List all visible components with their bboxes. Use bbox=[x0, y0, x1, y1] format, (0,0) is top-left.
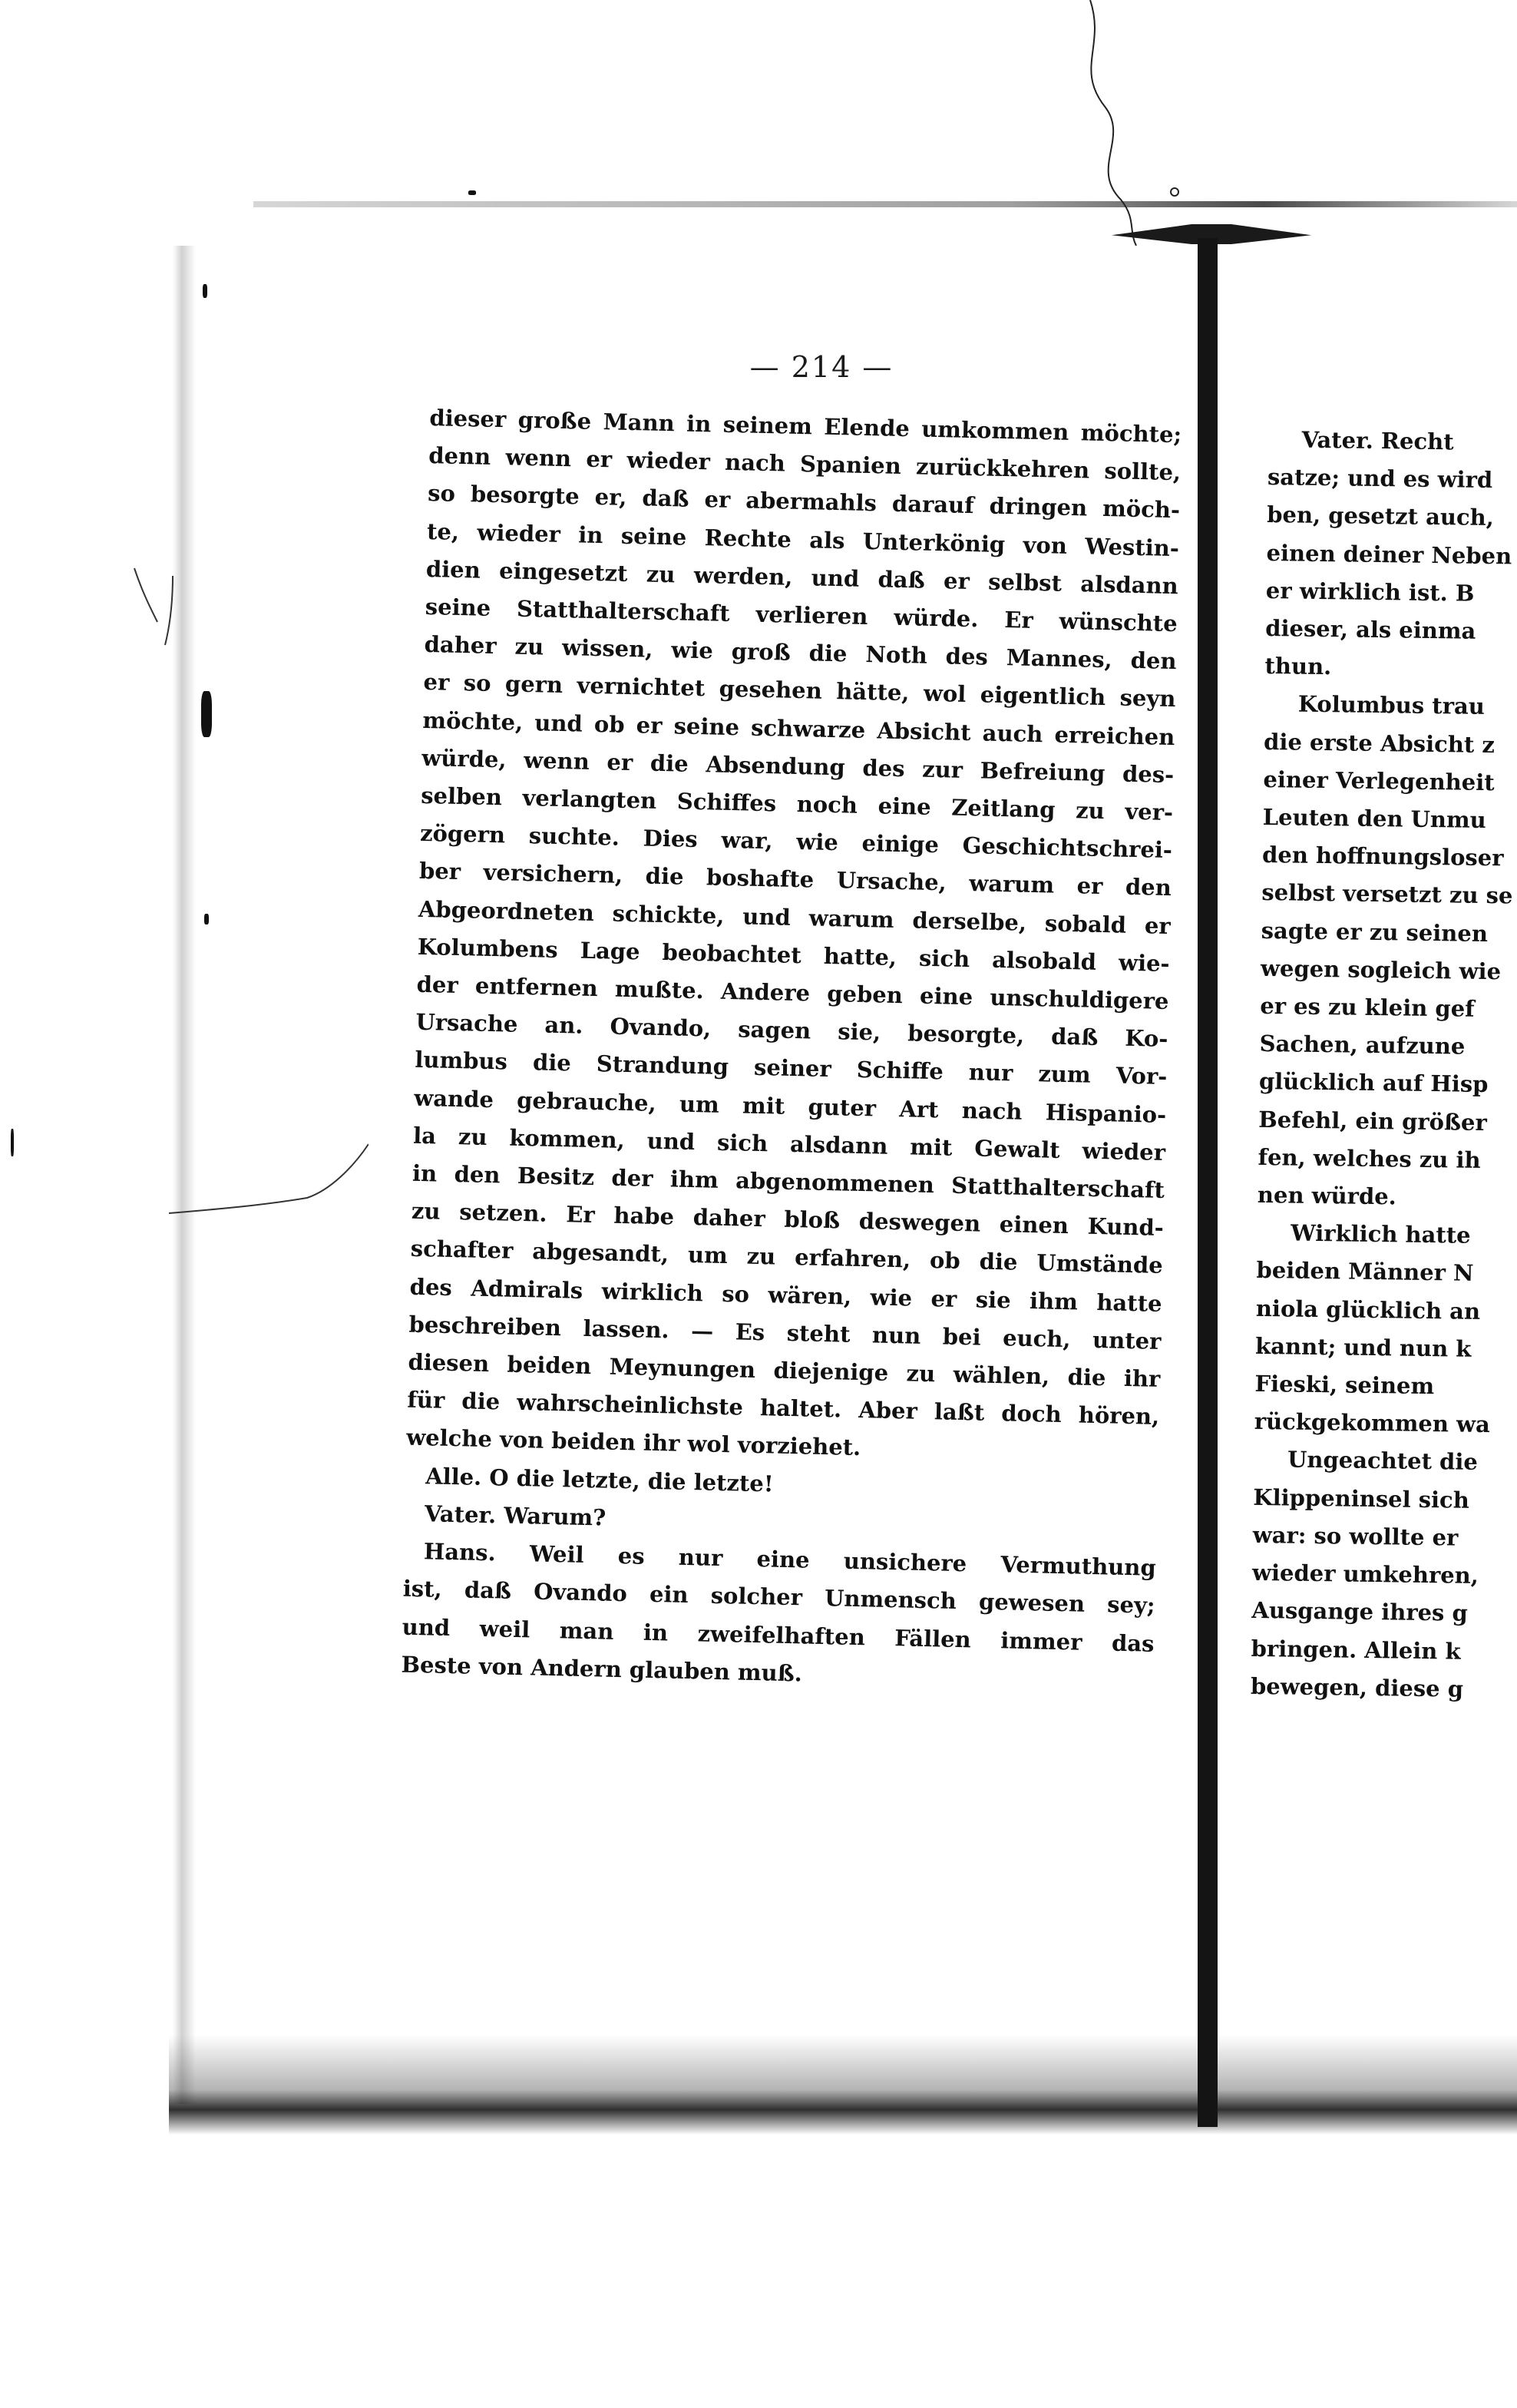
margin-mark bbox=[127, 561, 188, 653]
text-line: so besorgte er, daß er abermahls darauf dringen möch- bbox=[427, 480, 1181, 524]
thread-mark bbox=[1059, 0, 1213, 246]
text-line: denn wenn er wieder nach Spanien zurückkehren sollte, bbox=[428, 442, 1182, 486]
right-page-line: Kolumbus trau bbox=[1297, 691, 1486, 720]
text-line: zu setzen. Er habe daher bloß deswegen einen Kund- bbox=[411, 1197, 1165, 1242]
text-line: ist, daß Ovando ein solcher Unmensch gewesen sey; bbox=[402, 1575, 1155, 1619]
right-page-line: satze; und es wird bbox=[1267, 464, 1493, 494]
ink-speck bbox=[201, 691, 212, 737]
text-line: zögern suchte. Dies war, wie einige Geschichtschrei- bbox=[419, 820, 1173, 864]
right-page-line: Ungeachtet die bbox=[1287, 1446, 1479, 1476]
page-number: — 214 — bbox=[749, 350, 894, 384]
right-page-line: einen deiner Neben bbox=[1266, 539, 1512, 570]
text-line: la zu kommen, und sich alsdann mit Gewalt wieder bbox=[412, 1122, 1166, 1166]
text-line: wande gebrauche, um mit guter Art nach Hispanio- bbox=[413, 1084, 1167, 1128]
text-line: beschreiben lassen. — Es steht nun bei euch, unter bbox=[408, 1311, 1162, 1354]
text-line: Kolumbens Lage beobachtet hatte, sich alsobald wie- bbox=[417, 933, 1170, 977]
right-page-line: beiden Männer N bbox=[1256, 1257, 1474, 1287]
text-line: ber versichern, die boshafte Ursache, warum er den bbox=[418, 858, 1172, 901]
right-page-line: bewegen, diese g bbox=[1250, 1672, 1464, 1702]
right-page bbox=[1228, 230, 1517, 2104]
text-line: für die wahrscheinlichste haltet. Aber laßt doch hören, bbox=[407, 1386, 1160, 1431]
text-line: schafter abgesandt, um zu erfahren, ob die Umstände bbox=[410, 1235, 1164, 1279]
main-text-block bbox=[401, 399, 1182, 1701]
text-line: dien eingesetzt zu werden, und daß er selbst alsdann bbox=[425, 555, 1179, 599]
ink-speck bbox=[203, 284, 207, 298]
right-page-line: fen, welches zu ih bbox=[1258, 1143, 1481, 1173]
page-top-edge bbox=[253, 201, 1517, 207]
right-page-line: bringen. Allein k bbox=[1251, 1635, 1461, 1665]
text-line: daher zu wissen, wie groß die Noth des Mannes, den bbox=[424, 631, 1177, 675]
right-page-line: ben, gesetzt auch, bbox=[1267, 501, 1495, 531]
text-line: welche von beiden ihr wol vorziehet. bbox=[405, 1424, 861, 1461]
right-page-line: Ausgange ihres g bbox=[1251, 1597, 1469, 1627]
text-line: Abgeordneten schickte, und warum derselbe, sobald er bbox=[418, 895, 1172, 939]
text-line: des Admirals wirklich so wären, wie er sie ihm hatte bbox=[409, 1273, 1162, 1317]
text-line: möchte, und ob er seine schwarze Absicht auch erreichen bbox=[422, 706, 1175, 750]
text-line: in den Besitz der ihm abgenommenen Statthalterschaft bbox=[411, 1159, 1165, 1204]
right-page-line: rückgekommen wa bbox=[1254, 1408, 1491, 1438]
right-page-line: Leuten den Unmu bbox=[1262, 803, 1487, 834]
text-line: seine Statthalterschaft verlieren würde. Er wünschte bbox=[425, 593, 1178, 637]
right-page-line: einer Verlegenheit bbox=[1263, 766, 1495, 796]
right-page-line: dieser, als einma bbox=[1264, 614, 1476, 644]
ink-speck bbox=[11, 1129, 14, 1156]
text-line: Vater. Warum? bbox=[424, 1500, 606, 1531]
text-line: dieser große Mann in seinem Elende umkommen möchte; bbox=[429, 404, 1182, 448]
right-page-line: kannt; und nun k bbox=[1254, 1332, 1472, 1362]
right-page-line: niola glücklich an bbox=[1255, 1295, 1481, 1325]
text-line: der entfernen mußte. Andere geben eine unschuldigere bbox=[416, 971, 1169, 1015]
text-line: lumbus die Strandung seiner Schiffe nur zum Vor- bbox=[415, 1047, 1168, 1090]
right-page-line: Vater. Recht bbox=[1301, 426, 1454, 455]
right-page-line: er wirklich ist. B bbox=[1265, 577, 1475, 607]
text-line: er so gern vernichtet gesehen hätte, wol eigentlich seyn bbox=[423, 669, 1176, 713]
text-line: Alle. O die letzte, die letzte! bbox=[425, 1462, 774, 1497]
right-page-line: sagte er zu seinen bbox=[1261, 917, 1489, 947]
text-line: diesen beiden Meynungen diejenige zu wählen, die ihr bbox=[408, 1348, 1161, 1392]
book-binding bbox=[1198, 238, 1218, 2127]
right-page-line: war: so wollte er bbox=[1252, 1521, 1459, 1551]
right-page-line: den hoffnungsloser bbox=[1261, 842, 1504, 872]
right-page-line: die erste Absicht z bbox=[1263, 728, 1496, 758]
text-line: Ursache an. Ovando, sagen sie, besorgte, daß Ko- bbox=[415, 1009, 1168, 1053]
text-line: und weil man in zweifelhaften Fällen immer das bbox=[402, 1613, 1155, 1657]
right-page-line: thun. bbox=[1264, 653, 1332, 680]
ink-speck bbox=[204, 914, 209, 925]
right-page-line: glücklich auf Hisp bbox=[1258, 1068, 1489, 1098]
margin-mark bbox=[169, 1136, 369, 1229]
right-page-line: Klippeninsel sich bbox=[1253, 1484, 1470, 1513]
right-text-block bbox=[1251, 421, 1517, 1710]
right-page-line: Sachen, aufzune bbox=[1259, 1030, 1466, 1060]
text-line: Hans. Weil es nur eine unsichere Vermuthung bbox=[423, 1538, 1157, 1581]
right-page-line: wegen sogleich wie bbox=[1260, 954, 1502, 985]
right-page-line: Fieski, seinem bbox=[1254, 1370, 1435, 1400]
text-line: würde, wenn er die Absendung des zur Befreiung des- bbox=[421, 744, 1175, 788]
text-line: te, wieder in seine Rechte als Unterkönig von Westin- bbox=[426, 518, 1180, 561]
text-line: Beste von Andern glauben muß. bbox=[401, 1651, 803, 1687]
right-page-line: wieder umkehren, bbox=[1251, 1559, 1479, 1589]
text-line: selben verlangten Schiffes noch eine Zeitlang zu ver- bbox=[420, 782, 1174, 826]
ink-speck bbox=[468, 190, 476, 195]
right-page-line: nen würde. bbox=[1257, 1181, 1397, 1210]
right-page-line: Wirklich hatte bbox=[1290, 1219, 1471, 1249]
right-page-line: selbst versetzt zu se bbox=[1261, 879, 1513, 909]
right-page-line: er es zu klein gef bbox=[1260, 992, 1475, 1022]
right-page-line: Befehl, ein größer bbox=[1258, 1106, 1488, 1136]
